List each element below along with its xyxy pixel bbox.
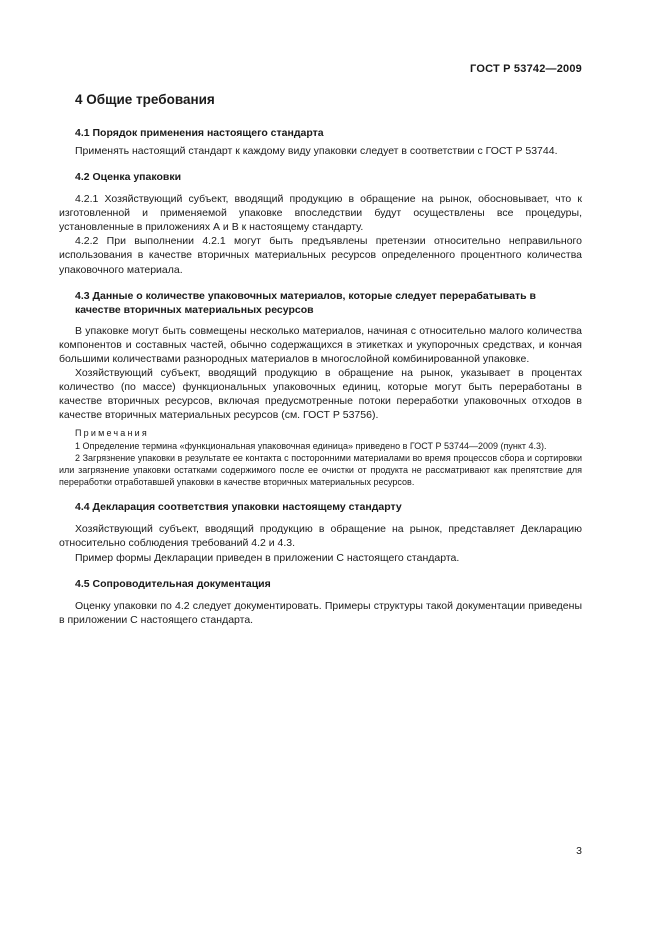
subsection-title-4-3: 4.3 Данные о количестве упаковочных материалов, которые следует перерабатывать в качестве вторичных материальных ресурсов <box>75 289 536 316</box>
subsection-title-4-2: 4.2 Оценка упаковки <box>75 171 182 184</box>
section-title: 4 Общие требования <box>75 92 215 107</box>
document-code: ГОСТ Р 53742—2009 <box>470 63 582 75</box>
paragraph-4-3-b: Хозяйствующий субъект, вводящий продукцию в обращение на рынок, указывает в процентах количество (по массе) функциональных упаковочных единиц, которые могут быть переработаны в качестве вторичных ресурсов, включая предусмотренные потоки переработки упаковочных отходов в качестве вторичных материальных ресурсов (см. ГОСТ Р 53756). <box>59 366 582 422</box>
page-content <box>59 92 582 627</box>
paragraph-4-3-a: В упаковке могут быть совмещены несколько материалов, начиная с относительно малого количества компонентов и составных частей, обычно содержащихся в этикетках и укупорочных средствах, и кончая большими количествами разнородных материалов в многослойной комбинированной упаковке. <box>59 324 582 365</box>
notes-heading: Примечания <box>75 428 149 439</box>
paragraph-4-1: Применять настоящий стандарт к каждому виду упаковки следует в соответствии с ГОСТ Р 53744. <box>75 145 558 157</box>
paragraph-4-4-b: Пример формы Декларации приведен в приложении С настоящего стандарта. <box>75 551 460 564</box>
note-1: 1 Определение термина «функциональная упаковочная единица» приведено в ГОСТ Р 53744—2009 (пункт 4.3). <box>75 441 547 452</box>
paragraph-4-5: Оценку упаковки по 4.2 следует документировать. Примеры структуры такой документации приведены в приложении С настоящего стандарта. <box>59 599 582 626</box>
subsection-title-4-5: 4.5 Сопроводительная документация <box>75 577 271 590</box>
paragraph-4-4-a: Хозяйствующий субъект, вводящий продукцию в обращение на рынок, представляет Декларацию относительно соблюдения требований 4.2 и 4.3. <box>59 523 582 550</box>
paragraph-4-2-1: 4.2.1 Хозяйствующий субъект, вводящий продукцию в обращение на рынок, обосновывает, что к изготовленной и применяемой упаковке впоследствии будут осуществлены все процедуры, установленные в приложениях А и В к настоящему стандарту. <box>59 193 582 234</box>
subsection-title-4-1: 4.1 Порядок применения настоящего стандарта <box>75 127 324 139</box>
paragraph-4-2-2: 4.2.2 При выполнении 4.2.1 могут быть предъявлены претензии относительно неправильного использования в качестве вторичных материальных ресурсов определенного процентного количества упаковочного материала. <box>59 235 582 276</box>
subsection-title-4-4: 4.4 Декларация соответствия упаковки настоящему стандарту <box>75 501 402 514</box>
page-number: 3 <box>576 845 582 857</box>
note-2: 2 Загрязнение упаковки в результате ее контакта с посторонними материалами во время процессов сбора и сортировки или загрязнение упаковки остатками содержимого после ее очистки от продукта не рассматривают как препятствие для переработки отработавшей упаковки в качестве вторичных материальных ресурсов. <box>59 453 582 488</box>
